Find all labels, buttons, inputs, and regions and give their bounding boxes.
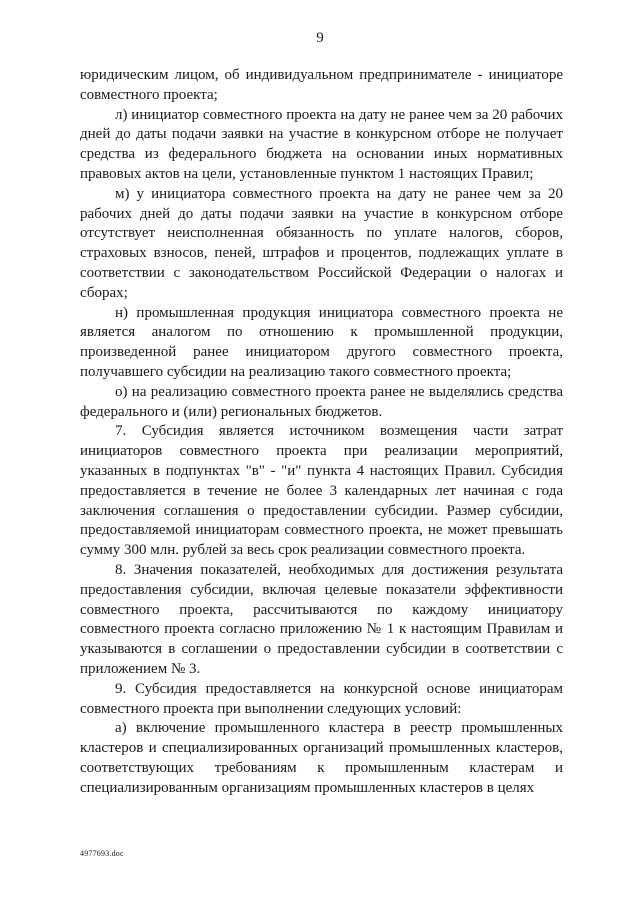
paragraph-m: м) у инициатора совместного проекта на дату не ранее чем за 20 рабочих дней до даты подачи заявки на участие в конкурсном отборе отсутствует неисполненная обязанность по уплате налогов, сборов, страховых взносов, пеней, штрафов и процентов, подлежащих уплате в соответствии с законодательством Российской Федерации о налогах и сборах; [80, 185, 563, 301]
paragraph-l: л) инициатор совместного проекта на дату не ранее чем за 20 рабочих дней до даты подачи заявки на участие в конкурсном отборе не получает средства из федерального бюджета на основании иных нормативных правовых актов на цели, установленные пунктом 1 настоящих Правил; [80, 106, 563, 182]
page-number: 9 [316, 30, 324, 46]
paragraph-9: 9. Субсидия предоставляется на конкурсной основе инициаторам совместного проекта при выполнении следующих условий: [80, 680, 563, 717]
paragraph-8: 8. Значения показателей, необходимых для достижения результата предоставления субсидии, включая целевые показатели эффективности совместного проекта, рассчитываются по каждому инициатору совместного проекта согласно приложению № 1 к настоящим Правилам и указываются в соглашении о предоставлении субсидии в соответствии с приложением № 3. [80, 561, 563, 677]
paragraph-n: н) промышленная продукция инициатора совместного проекта не является аналогом по отношению к промышленной продукции, произведенной ранее инициатором другого совместного проекта, получавшего субсидии на реализацию такого совместного проекта; [80, 304, 563, 380]
document-body [80, 66, 563, 798]
paragraph-a: а) включение промышленного кластера в реестр промышленных кластеров и специализированных организаций промышленных кластеров, соответствующих требованиям к промышленным кластерам и специализированным организациям промышленных кластеров в целях [80, 720, 563, 796]
paragraph-7: 7. Субсидия является источником возмещения части затрат инициаторов совместного проекта при реализации мероприятий, указанных в подпунктах "в" - "и" пункта 4 настоящих Правил. Субсидия предоставляется в течение не более 3 календарных лет начиная с года заключения соглашения о предоставлении субсидии. Размер субсидии, предоставляемой инициаторам совместного проекта, не может превышать сумму 300 млн. рублей за весь срок реализации совместного проекта. [80, 423, 563, 559]
footer-document-code: 4977693.doc [80, 849, 124, 858]
paragraph-continuation: юридическим лицом, об индивидуальном предпринимателе - инициаторе совместного проекта; [80, 67, 563, 103]
paragraph-o: о) на реализацию совместного проекта ранее не выделялись средства федерального и (или) региональных бюджетов. [80, 383, 563, 420]
